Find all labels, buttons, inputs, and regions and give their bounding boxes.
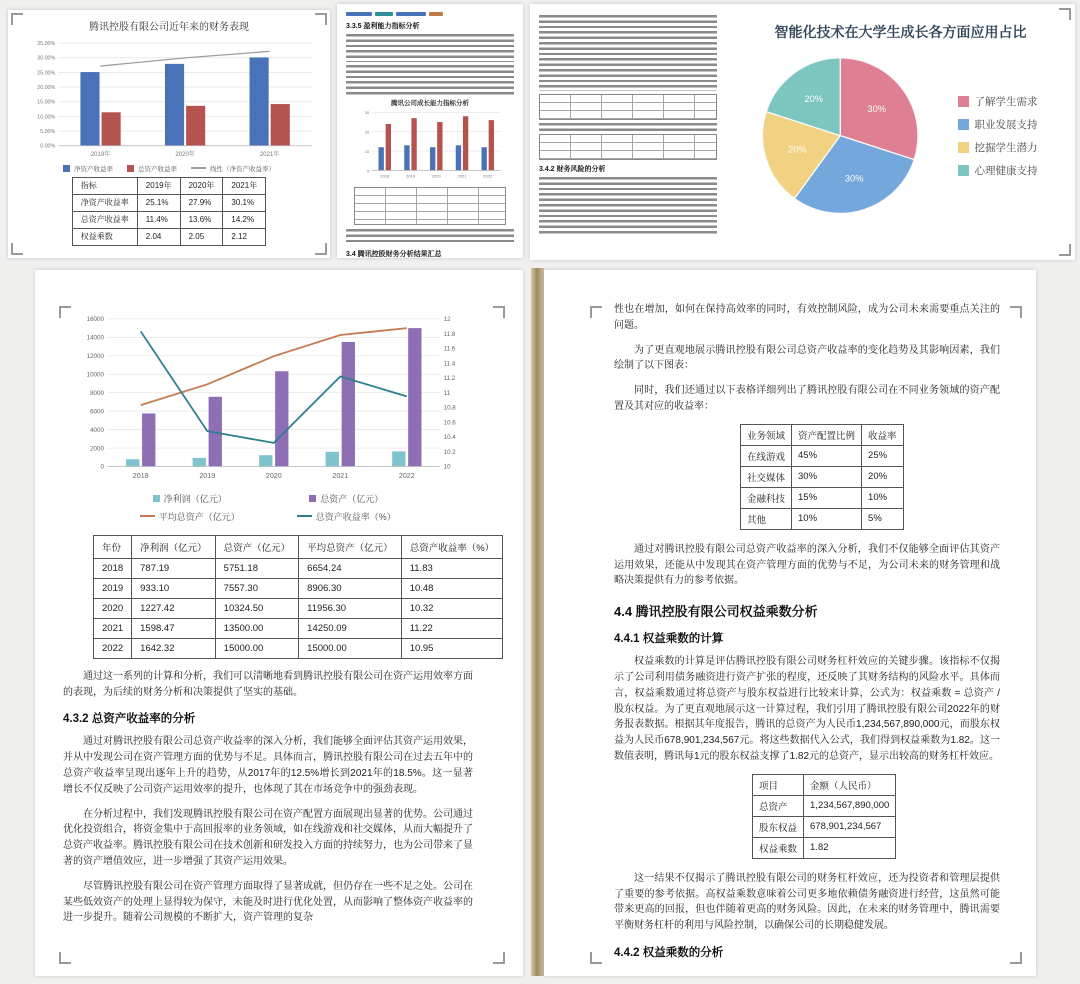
legend-item bbox=[191, 164, 275, 173]
svg-text:2018: 2018 bbox=[132, 472, 149, 481]
legend-item bbox=[958, 140, 1038, 155]
svg-text:2019: 2019 bbox=[199, 472, 216, 481]
svg-text:10.6: 10.6 bbox=[443, 419, 456, 427]
table-header-row bbox=[741, 424, 904, 445]
table-cell: 933.10 bbox=[132, 578, 216, 598]
table-cell: 25% bbox=[862, 445, 904, 466]
svg-text:0: 0 bbox=[366, 168, 370, 174]
paragraph[interactable]: 通过这一系列的计算和分析，我们可以清晰地看到腾讯控股有限公司在资产运用效率方面的表现，为后续的财务分析和决策提供了坚实的基础。 bbox=[63, 670, 473, 698]
legend-line-chip bbox=[297, 515, 312, 517]
table-row bbox=[94, 578, 503, 598]
page-profitability-analysis[interactable] bbox=[337, 4, 523, 258]
asset-data-table[interactable] bbox=[93, 535, 503, 659]
svg-text:11.8: 11.8 bbox=[443, 330, 456, 338]
table-row bbox=[94, 558, 503, 578]
svg-text:30%: 30% bbox=[844, 173, 863, 184]
table-cell: 11956.30 bbox=[299, 598, 402, 618]
text-block bbox=[346, 65, 514, 95]
pie-legend bbox=[958, 94, 1066, 178]
table-cell: 5% bbox=[862, 508, 904, 529]
svg-text:10.8: 10.8 bbox=[443, 404, 456, 412]
table-cell: 15% bbox=[792, 487, 862, 508]
small-table-skeleton bbox=[539, 134, 717, 160]
section-heading[interactable]: 3.4.2 财务风险的分析 bbox=[539, 166, 606, 173]
legend-label: 总资产收益率 bbox=[138, 165, 177, 173]
svg-text:2022: 2022 bbox=[398, 472, 415, 481]
table-row bbox=[94, 618, 503, 638]
svg-text:2020年: 2020年 bbox=[175, 151, 195, 158]
table-header-cell: 2021年 bbox=[223, 177, 266, 194]
growth-mini-bar-chart[interactable] bbox=[354, 107, 506, 183]
chart-legend bbox=[18, 164, 320, 173]
text-block bbox=[539, 123, 717, 131]
table-header-cell: 总资产收益率（%） bbox=[401, 535, 502, 558]
margin-mark bbox=[11, 13, 23, 25]
table-cell: 2020 bbox=[94, 598, 132, 618]
table-cell: 10324.50 bbox=[215, 598, 299, 618]
roe-table[interactable] bbox=[72, 177, 266, 246]
business-allocation-table[interactable] bbox=[740, 424, 904, 530]
table-row bbox=[741, 487, 904, 508]
table-header-cell: 项目 bbox=[753, 774, 804, 795]
legend-color-chip bbox=[63, 165, 70, 172]
table-cell: 20% bbox=[862, 466, 904, 487]
legend-label: 总资产（亿元） bbox=[320, 493, 384, 504]
table-cell: 45% bbox=[792, 445, 862, 466]
table-cell: 权益乘数 bbox=[753, 837, 804, 858]
legend-item bbox=[112, 492, 268, 505]
table-header-cell: 2020年 bbox=[180, 177, 223, 194]
svg-text:15.00%: 15.00% bbox=[37, 99, 56, 106]
table-cell: 7557.30 bbox=[215, 578, 299, 598]
paragraph[interactable]: 性也在增加，如何在保持高效率的同时，有效控制风险，成为公司未来需要重点关注的问题。 bbox=[614, 304, 1000, 331]
table-row bbox=[94, 638, 503, 658]
table-cell: 金融科技 bbox=[741, 487, 792, 508]
legend-label: 净资产收益率 bbox=[74, 165, 113, 173]
svg-text:12000: 12000 bbox=[86, 353, 104, 361]
page-header-links bbox=[346, 12, 514, 16]
svg-text:10000: 10000 bbox=[86, 371, 104, 379]
margin-mark bbox=[1010, 952, 1022, 964]
text-block bbox=[346, 34, 514, 62]
svg-text:10: 10 bbox=[443, 463, 451, 471]
table-row bbox=[72, 194, 265, 211]
page-equity-multiplier[interactable] bbox=[544, 270, 1036, 976]
pie-chart-title: 智能化技术在大学生成长各方面应用占比 bbox=[774, 24, 1027, 40]
svg-text:10.00%: 10.00% bbox=[37, 114, 56, 121]
svg-text:11: 11 bbox=[443, 389, 451, 397]
legend-label: 挖掘学生潜力 bbox=[974, 141, 1038, 154]
table-header-row bbox=[753, 774, 896, 795]
svg-text:8000: 8000 bbox=[90, 389, 104, 397]
table-row bbox=[741, 466, 904, 487]
legend-label: 总资产收益率（%） bbox=[315, 511, 396, 522]
table-cell: 13.6% bbox=[180, 211, 223, 228]
svg-text:2020: 2020 bbox=[265, 472, 282, 481]
table-cell: 2021 bbox=[94, 618, 132, 638]
legend-color-chip bbox=[958, 142, 969, 153]
margin-mark bbox=[11, 243, 23, 255]
paragraph[interactable]: 在分析过程中，我们发现腾讯控股有限公司在资产配置方面展现出显著的优势。公司通过优化投资组合，将资金集中于高回报率的业务领域，如在线游戏和社交媒体，从而大幅提升了总资产收益率。腾讯控股有限公司在技术创新和研发投入方面的持续努力，也为公司带来了显著的资产增值效应，进一步增强了其资产运用效果。 bbox=[63, 808, 473, 868]
section-heading-432[interactable]: 4.3.2 总资产收益率的分析 bbox=[63, 713, 196, 726]
table-header-cell: 2019年 bbox=[137, 177, 180, 194]
table-cell: 1,234,567,890,000 bbox=[804, 795, 896, 816]
table-cell: 10.48 bbox=[401, 578, 502, 598]
margin-mark bbox=[590, 306, 602, 318]
combo-chart-legend bbox=[98, 492, 438, 523]
table-cell: 14250.09 bbox=[299, 618, 402, 638]
legend-item bbox=[127, 164, 177, 173]
svg-text:2019年: 2019年 bbox=[90, 151, 111, 158]
table-cell: 14.2% bbox=[223, 211, 266, 228]
table-row bbox=[753, 837, 896, 858]
table-cell: 2018 bbox=[94, 558, 132, 578]
table-cell: 净资产收益率 bbox=[72, 194, 137, 211]
table-cell: 678,901,234,567 bbox=[804, 816, 896, 837]
table-cell: 11.4% bbox=[137, 211, 180, 228]
table-cell: 15000.00 bbox=[215, 638, 299, 658]
table-cell: 787.19 bbox=[132, 558, 216, 578]
svg-text:14000: 14000 bbox=[86, 334, 104, 342]
paragraph[interactable]: 通过对腾讯控股有限公司总资产收益率的深入分析，我们不仅能够全面评估其资产运用效果，还能从中发现其在资产管理方面的优势与不足，为公司未来的财务管理和战略决策提供有力的参考依据。 bbox=[614, 543, 1000, 587]
financial-bar-chart[interactable] bbox=[18, 35, 320, 164]
paragraph[interactable]: 为了更直观地展示腾讯控股有限公司总资产收益率的变化趋势及其影响因素，我们绘制了以下图表： bbox=[614, 344, 1000, 372]
equity-amount-table[interactable] bbox=[752, 774, 896, 859]
text-block bbox=[539, 15, 717, 91]
svg-text:10: 10 bbox=[364, 148, 370, 154]
table-cell: 2022 bbox=[94, 638, 132, 658]
svg-text:2000: 2000 bbox=[90, 445, 104, 453]
paragraph[interactable]: 同时，我们还通过以下表格详细列出了腾讯控股有限公司在不同业务领域的资产配置及其对应的收益率： bbox=[614, 385, 1000, 412]
table-header-cell: 收益率 bbox=[862, 424, 904, 445]
table-header-cell: 净利润（亿元） bbox=[132, 535, 216, 558]
legend-color-chip bbox=[127, 165, 134, 172]
table-cell: 2019 bbox=[94, 578, 132, 598]
legend-item bbox=[63, 164, 113, 173]
legend-line-chip bbox=[191, 167, 206, 169]
table-row bbox=[94, 598, 503, 618]
table-cell: 总资产收益率 bbox=[72, 211, 137, 228]
table-cell: 5751.18 bbox=[215, 558, 299, 578]
table-header-cell: 平均总资产（亿元） bbox=[299, 535, 402, 558]
mini-table-skeleton bbox=[354, 187, 506, 225]
svg-text:30: 30 bbox=[364, 110, 370, 116]
table-header-row bbox=[72, 177, 265, 194]
table-header-cell: 金额（人民币） bbox=[804, 774, 896, 795]
asset-combo-chart[interactable] bbox=[63, 310, 481, 488]
paragraph[interactable]: 权益乘数的计算是评估腾讯控股有限公司财务杠杆效应的关键步骤。该指标不仅揭示了公司利用债务融资进行资产扩张的程度，还反映了其财务结构的风险水平。具体而言，权益乘数通过将总资产与股东权益进行比较来计算，公式为：权益乘数 = 总资产 / 股东权益。为了更直观地展示这一计算过程，我们引用了腾讯控股有限公司2022年的财务报表数据。根据其年度报告，腾讯的总资产为人民币1,234,567,890,000元，而股东权益为人民币678,901,234,567元。将这些数据代入公式，我们得到权益乘数为1.82。这一数值表明，腾讯每1元的股东权益支撑了1.82元的总资产，显示出较高的财务杠杆效应。 bbox=[614, 656, 1000, 762]
section-heading-441[interactable]: 4.4.1 权益乘数的计算 bbox=[614, 633, 724, 646]
svg-text:10.4: 10.4 bbox=[443, 434, 456, 442]
table-cell: 10% bbox=[862, 487, 904, 508]
svg-text:20.00%: 20.00% bbox=[37, 85, 56, 92]
table-header-cell: 年份 bbox=[94, 535, 132, 558]
section-heading[interactable]: 3.4 腾讯控股财务分析结果汇总 bbox=[346, 251, 442, 258]
legend-item bbox=[112, 510, 268, 523]
table-cell: 1642.32 bbox=[132, 638, 216, 658]
small-table-skeleton bbox=[539, 94, 717, 120]
table-header-row bbox=[94, 535, 503, 558]
margin-mark bbox=[1010, 306, 1022, 318]
table-row bbox=[741, 445, 904, 466]
table-cell: 总资产 bbox=[753, 795, 804, 816]
paragraph[interactable]: 通过对腾讯控股有限公司总资产收益率的深入分析，我们能够全面评估其资产运用效果，并从中发现公司在资产管理方面的优势与不足。具体而言，腾讯控股有限公司在过去五年中的总资产收益率呈现出逐年上升的趋势，从2017年的12.5%增长到2021年的18.5%。这一显著增长不仅反映了公司资产运用效率的提升，也体现了其在市场竞争中的强劲表现。 bbox=[63, 736, 473, 795]
legend-label: 平均总资产（亿元） bbox=[158, 511, 240, 522]
svg-text:20%: 20% bbox=[787, 144, 807, 155]
svg-text:12: 12 bbox=[443, 316, 451, 324]
legend-color-chip bbox=[958, 96, 969, 107]
table-header-cell: 资产配置比例 bbox=[792, 424, 862, 445]
book-spine bbox=[531, 268, 544, 976]
svg-text:20%: 20% bbox=[803, 94, 823, 105]
section-heading-442[interactable]: 4.4.2 权益乘数的分析 bbox=[614, 946, 724, 959]
mini-chart-title: 腾讯公司成长能力指标分析 bbox=[391, 100, 469, 107]
table-cell: 10.32 bbox=[401, 598, 502, 618]
section-heading-44[interactable]: 4.4 腾讯控股有限公司权益乘数分析 bbox=[614, 604, 818, 620]
table-row bbox=[72, 228, 265, 245]
table-row bbox=[753, 816, 896, 837]
table-cell: 30% bbox=[792, 466, 862, 487]
table-cell: 2.12 bbox=[223, 228, 266, 245]
svg-text:2021年: 2021年 bbox=[259, 151, 280, 158]
svg-text:5.00%: 5.00% bbox=[40, 129, 56, 136]
svg-text:30%: 30% bbox=[866, 104, 886, 115]
table-row bbox=[741, 508, 904, 529]
svg-text:0.00%: 0.00% bbox=[40, 143, 56, 150]
legend-color-chip bbox=[958, 165, 969, 176]
table-cell: 其他 bbox=[741, 508, 792, 529]
legend-item bbox=[268, 492, 424, 505]
legend-item bbox=[268, 510, 424, 523]
svg-text:30.00%: 30.00% bbox=[37, 55, 56, 62]
table-cell: 1598.47 bbox=[132, 618, 216, 638]
svg-text:20: 20 bbox=[364, 129, 370, 135]
svg-text:11.6: 11.6 bbox=[443, 345, 456, 353]
margin-mark bbox=[1059, 244, 1071, 256]
text-block bbox=[539, 177, 717, 235]
table-cell: 10% bbox=[792, 508, 862, 529]
paragraph[interactable]: 这一结果不仅揭示了腾讯控股有限公司的财务杠杆效应，还为投资者和管理层提供了重要的参考依据。高权益乘数意味着公司更多地依赖债务融资进行经营，这虽然可能带来更高的回报，但也伴随着更高的财务风险。因此，在未来的财务管理中，腾讯需要平衡财务杠杆的利用与风险控制，以确保公司的长期稳健发展。 bbox=[614, 872, 1000, 932]
table-header-cell: 指标 bbox=[72, 177, 137, 194]
legend-label: 心理健康支持 bbox=[974, 164, 1038, 177]
legend-color-chip bbox=[153, 495, 160, 502]
margin-mark bbox=[315, 243, 327, 255]
legend-label: 了解学生需求 bbox=[974, 95, 1038, 108]
margin-mark bbox=[59, 952, 71, 964]
table-cell: 27.9% bbox=[180, 194, 223, 211]
page-risk-and-pie[interactable] bbox=[530, 4, 1075, 260]
svg-text:11.2: 11.2 bbox=[443, 375, 456, 383]
table-header-cell: 总资产（亿元） bbox=[215, 535, 299, 558]
page3-pie-area bbox=[726, 4, 1075, 260]
table-cell: 2.05 bbox=[180, 228, 223, 245]
table-cell: 15000.00 bbox=[299, 638, 402, 658]
table-cell: 8906.30 bbox=[299, 578, 402, 598]
paragraph[interactable]: 尽管腾讯控股有限公司在资产管理方面取得了显著成就，但仍存在一些不足之处。公司在某些低效资产的处理上显得较为保守，未能及时进行优化处置，从而影响了整体资产收益率的进一步提升。随着公司规模的不断扩大，资产管理的复杂 bbox=[63, 880, 473, 924]
svg-text:16000: 16000 bbox=[86, 316, 104, 324]
margin-mark bbox=[493, 306, 505, 318]
legend-color-chip bbox=[958, 119, 969, 130]
page3-text-column bbox=[530, 4, 726, 260]
text-block bbox=[346, 229, 514, 245]
table-cell: 在线游戏 bbox=[741, 445, 792, 466]
legend-label: 净利润（亿元） bbox=[163, 493, 227, 504]
table-cell: 10.95 bbox=[401, 638, 502, 658]
svg-text:25.00%: 25.00% bbox=[37, 70, 56, 77]
margin-mark bbox=[493, 952, 505, 964]
table-cell: 13500.00 bbox=[215, 618, 299, 638]
legend-color-chip bbox=[309, 495, 316, 502]
page-financial-overview[interactable] bbox=[8, 10, 330, 258]
margin-mark bbox=[59, 306, 71, 318]
table-cell: 11.83 bbox=[401, 558, 502, 578]
svg-text:2022: 2022 bbox=[483, 173, 493, 179]
svg-text:10.2: 10.2 bbox=[443, 448, 456, 456]
table-cell: 股东权益 bbox=[753, 816, 804, 837]
legend-item bbox=[958, 117, 1038, 132]
svg-text:11.4: 11.4 bbox=[443, 360, 456, 368]
table-row bbox=[753, 795, 896, 816]
chart-title: 腾讯控股有限公司近年来的财务表现 bbox=[89, 22, 249, 33]
legend-item bbox=[958, 163, 1038, 178]
svg-text:2018: 2018 bbox=[380, 173, 390, 179]
svg-text:4000: 4000 bbox=[90, 426, 104, 434]
table-cell: 25.1% bbox=[137, 194, 180, 211]
svg-text:35.00%: 35.00% bbox=[37, 41, 56, 48]
legend-label: 职业发展支持 bbox=[974, 118, 1038, 131]
margin-mark bbox=[1059, 8, 1071, 20]
table-cell: 1.82 bbox=[804, 837, 896, 858]
section-heading[interactable]: 3.3.5 盈利能力指标分析 bbox=[346, 23, 420, 30]
legend-label: 线性（净资产收益率） bbox=[210, 165, 275, 173]
application-pie-chart[interactable] bbox=[736, 42, 948, 229]
table-row bbox=[72, 211, 265, 228]
margin-mark bbox=[590, 952, 602, 964]
svg-text:0: 0 bbox=[100, 463, 104, 471]
legend-line-chip bbox=[140, 515, 155, 517]
margin-mark bbox=[315, 13, 327, 25]
svg-text:2020: 2020 bbox=[431, 173, 441, 179]
svg-text:2021: 2021 bbox=[332, 472, 349, 481]
table-cell: 1227.42 bbox=[132, 598, 216, 618]
table-cell: 社交媒体 bbox=[741, 466, 792, 487]
svg-text:2021: 2021 bbox=[457, 173, 467, 179]
svg-text:6000: 6000 bbox=[90, 408, 104, 416]
table-cell: 30.1% bbox=[223, 194, 266, 211]
table-cell: 11.22 bbox=[401, 618, 502, 638]
table-cell: 6654.24 bbox=[299, 558, 402, 578]
page-asset-efficiency[interactable] bbox=[35, 270, 523, 976]
table-header-cell: 业务领域 bbox=[741, 424, 792, 445]
svg-text:2019: 2019 bbox=[406, 173, 415, 179]
table-cell: 权益乘数 bbox=[72, 228, 137, 245]
legend-item bbox=[958, 94, 1038, 109]
table-cell: 2.04 bbox=[137, 228, 180, 245]
